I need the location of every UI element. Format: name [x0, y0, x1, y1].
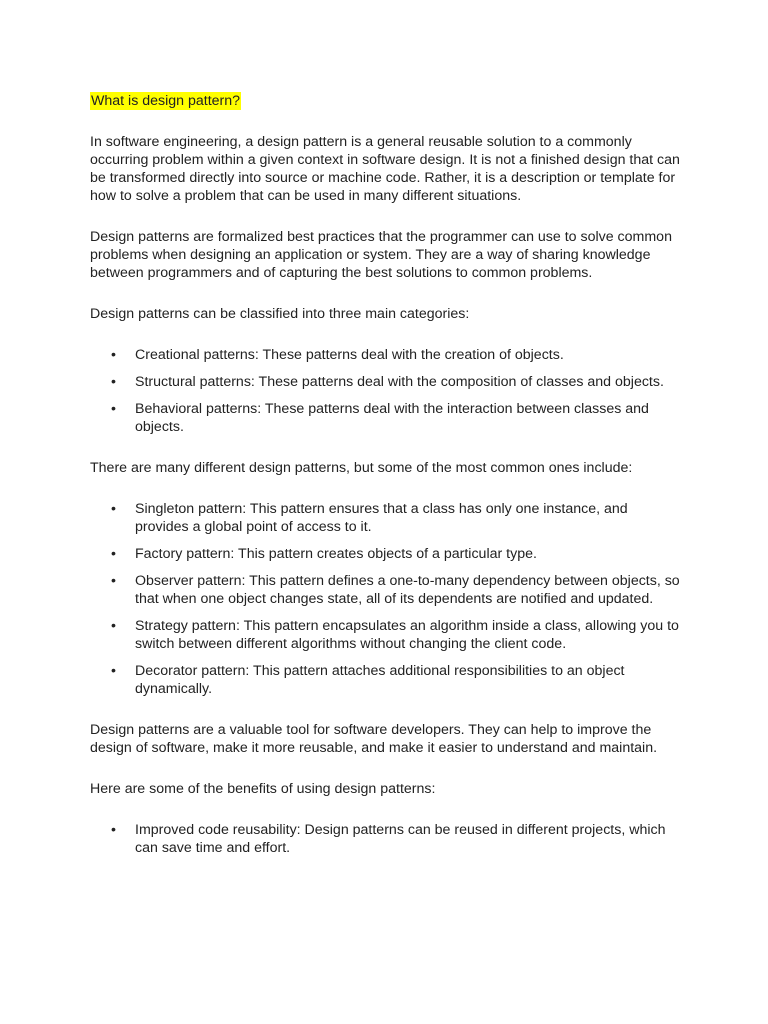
- bullet-icon: •: [111, 501, 116, 517]
- list-item-text: Creational patterns: These patterns deal with the creation of objects.: [135, 347, 564, 363]
- list-item: [90, 373, 680, 391]
- list-item-text: Observer pattern: This pattern defines a one-to-many dependency between objects, so that when one object changes state, all of its dependents are notified and updated.: [135, 573, 680, 607]
- list-item: [90, 617, 680, 653]
- list-item: [90, 662, 680, 698]
- bullet-icon: •: [111, 663, 116, 679]
- best-practices-paragraph: Design patterns are formalized best practices that the programmer can use to solve common problems when designing an application or system. They are a way of sharing knowledge between programmers and of capturing the best solutions to common problems.: [90, 229, 672, 281]
- list-item: [90, 500, 680, 536]
- value-paragraph: Design patterns are a valuable tool for software developers. They can help to improve the design of software, make it more reusable, and make it easier to understand and maintain.: [90, 722, 658, 756]
- list-item-text: Decorator pattern: This pattern attaches additional responsibilities to an object dynamically.: [135, 663, 625, 697]
- list-item: [90, 821, 680, 857]
- list-item-text: Structural patterns: These patterns deal with the composition of classes and objects.: [135, 374, 664, 390]
- benefits-list: [90, 821, 680, 857]
- bullet-icon: •: [111, 618, 116, 634]
- common-patterns-list: [90, 500, 680, 698]
- common-patterns-intro-paragraph: There are many different design patterns, but some of the most common ones include:: [90, 460, 633, 476]
- bullet-icon: •: [111, 573, 116, 589]
- benefits-intro-paragraph: Here are some of the benefits of using design patterns:: [90, 781, 436, 797]
- list-item-text: Singleton pattern: This pattern ensures that a class has only one instance, and provides a global point of access to it.: [135, 501, 628, 535]
- list-item-text: Behavioral patterns: These patterns deal with the interaction between classes and objects.: [135, 401, 649, 435]
- bullet-icon: •: [111, 546, 116, 562]
- document-page: [90, 92, 680, 880]
- intro-paragraph: In software engineering, a design pattern is a general reusable solution to a commonly occurring problem within a given context in software design. It is not a finished design that can be transformed directly into source or machine code. Rather, it is a description or template for how to solve a problem that can be used in many different situations.: [90, 134, 680, 204]
- categories-list: [90, 346, 680, 436]
- categories-intro-paragraph: Design patterns can be classified into three main categories:: [90, 306, 470, 322]
- list-item: [90, 545, 680, 563]
- list-item-text: Factory pattern: This pattern creates objects of a particular type.: [135, 546, 537, 562]
- list-item-text: Strategy pattern: This pattern encapsulates an algorithm inside a class, allowing you to switch between different algorithms without changing the client code.: [135, 618, 679, 652]
- bullet-icon: •: [111, 374, 116, 390]
- list-item: [90, 346, 680, 364]
- bullet-icon: •: [111, 822, 116, 838]
- page-title: What is design pattern?: [91, 93, 241, 109]
- list-item-text: Improved code reusability: Design patterns can be reused in different projects, which can save time and effort.: [135, 822, 666, 856]
- bullet-icon: •: [111, 347, 116, 363]
- list-item: [90, 400, 680, 436]
- bullet-icon: •: [111, 401, 116, 417]
- list-item: [90, 572, 680, 608]
